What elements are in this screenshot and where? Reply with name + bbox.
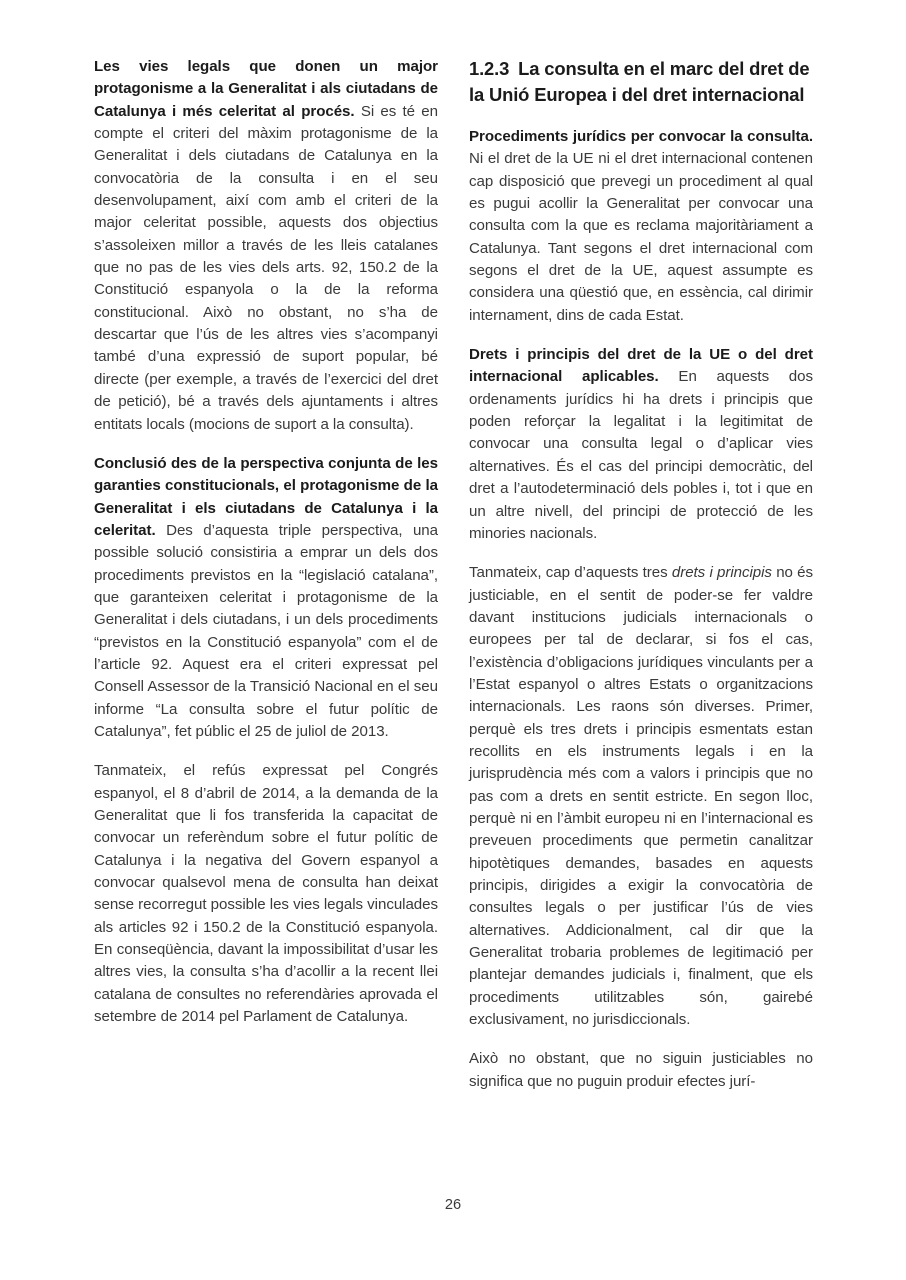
paragraph-body: Des d’aquesta triple perspectiva, una possible solució consistiria a emprar un dels dos procediments previstos en la “legislació catalana”, que garanteixen celeritat i protagonisme de la Generalitat i dels ciutadans, i un dels procediments “previstos en la Constitució espanyola” com el de l’article 92. Aquest era el criteri expressat pel Consell Assessor de la Transició Nacional en el seu informe “La consulta sobre el futur polític de Catalunya”, fet públic el 25 de juliol de 2013. <box>94 521 438 740</box>
paragraph-body: En aquests dos ordenaments jurídics hi ha drets i principis que poden reforçar la legalitat i la legitimitat de convocar una consulta legal o d’aplicar vies alternatives. És el cas del principi democràtic, del dret a l’autodeterminació dels pobles i, tot i que en un altre nivell, del principi de protecció de les minories nacionals. <box>469 368 813 542</box>
paragraph-lead-in: Conclusió des de la perspectiva conjunta de les garanties constitucionals, el protagonisme de la Generalitat i els ciutadans de Catalunya i la celeritat. <box>94 454 438 539</box>
paragraph <box>94 453 438 743</box>
page-number: 26 <box>444 1197 462 1213</box>
paragraph <box>469 344 813 545</box>
paragraph <box>469 562 813 1031</box>
section-number: 1.2.3 <box>469 58 510 79</box>
paragraph-body: Si es té en compte el criteri del màxim protagonisme de la Generalitat i dels ciutadans de Catalunya en la convocatòria de la consulta i en el seu desenvolupament, així com amb el criteri de la major celeritat possible, aquests dos objectius s’assoleixen millor a través de les lleis catalanes que no pas de les vies dels arts. 92, 150.2 de la Constitució espanyola o la de la reforma constitucional. Això no obstant, no s’ha de descartar que l’ús de les altres vies s’acompanyi també d’una expressió de suport popular, bé directe (per exemple, a través de l’exercici del dret de petició), bé a través dels ajuntaments i altres entitats locals (mocions de suport a la consulta). <box>94 102 438 433</box>
section-title: La consulta en el marc del dret de la Unió Europea i del dret internacional <box>469 58 810 105</box>
paragraph-lead-in: Les vies legals que donen un major protagonisme a la Generalitat i als ciutadans de Catalunya i més celeritat al procés. <box>94 58 438 120</box>
left-column <box>94 56 438 1166</box>
paragraph-body: Ni el dret de la UE ni el dret internacional contenen cap disposició que prevegi un procediment al qual es pugui acollir la Generalitat per convocar una consulta com la que es reclama majoritàriament a Catalunya. Tant segons el dret internacional com segons el dret de la UE, aquest assumpte es considera una qüestió que, en essència, cal dirimir internament, dins de cada Estat. <box>469 150 813 324</box>
two-column-layout <box>94 56 813 1166</box>
emphasized-term: drets i principis <box>671 564 772 582</box>
paragraph <box>94 760 438 1028</box>
paragraph <box>469 1048 813 1093</box>
paragraph <box>94 56 438 436</box>
paragraph <box>469 126 813 327</box>
paragraph-lead-in: Procediments jurídics per convocar la consulta. <box>469 128 813 145</box>
paragraph-body-after-emphasis: no és justiciable, en el sentit de poder-se fer valdre davant institucions judicials internacionals o europees per tal de declarar, si fos el cas, l’existència d’obligacions jurídiques vinculants per a l’Estat espanyol o altres Estats o organitzacions internacionals. Les raons són diverses. Primer, perquè els tres drets i principis esmentats estan recollits en els instruments legals i en la jurisprudència més com a valors i principis que no pas com a drets en sentit estricte. En segon lloc, perquè ni en l’àmbit europeu ni en l’internacional es preveuen procediments que permetin canalitzar hipotètiques demandes, basades en aquests principis, dirigides a exigir la convocatòria de consultes legals o per justificar l’ús de vies alternatives. Addicionalment, cal dir que la Generalitat trobaria problemes de legitimació per plantejar demandes judicials i, finalment, que els procediments utilitzables són, gairebé exclusivament, no jurisdiccionals. <box>469 564 814 1029</box>
paragraph-body: Això no obstant, que no siguin justiciables no significa que no puguin produir efectes jurí- <box>469 1050 813 1090</box>
paragraph-body-before-emphasis: Tanmateix, cap d’aquests tres <box>469 564 672 582</box>
right-column <box>469 56 813 1166</box>
paragraph-body: Tanmateix, el refús expressat pel Congrés espanyol, el 8 d’abril de 2014, a la demanda de la Generalitat que li fos transferida la capacitat de convocar un referèndum sobre el futur polític de Catalunya i la negativa del Govern espanyol a convocar qualsevol mena de consulta han deixat sense recorregut possible les vies legals vinculades als articles 92 i 150.2 de la Constitució espanyola. En conseqüència, davant la impossibilitat d’usar les altres vies, la consulta s’ha d’acollir a la recent llei catalana de consultes no referendàries aprovada el setembre de 2014 pel Parlament de Catalunya. <box>94 762 438 1026</box>
section-heading <box>469 56 813 107</box>
paragraph-lead-in: Drets i principis del dret de la UE o del dret internacional aplicables. <box>469 346 813 386</box>
